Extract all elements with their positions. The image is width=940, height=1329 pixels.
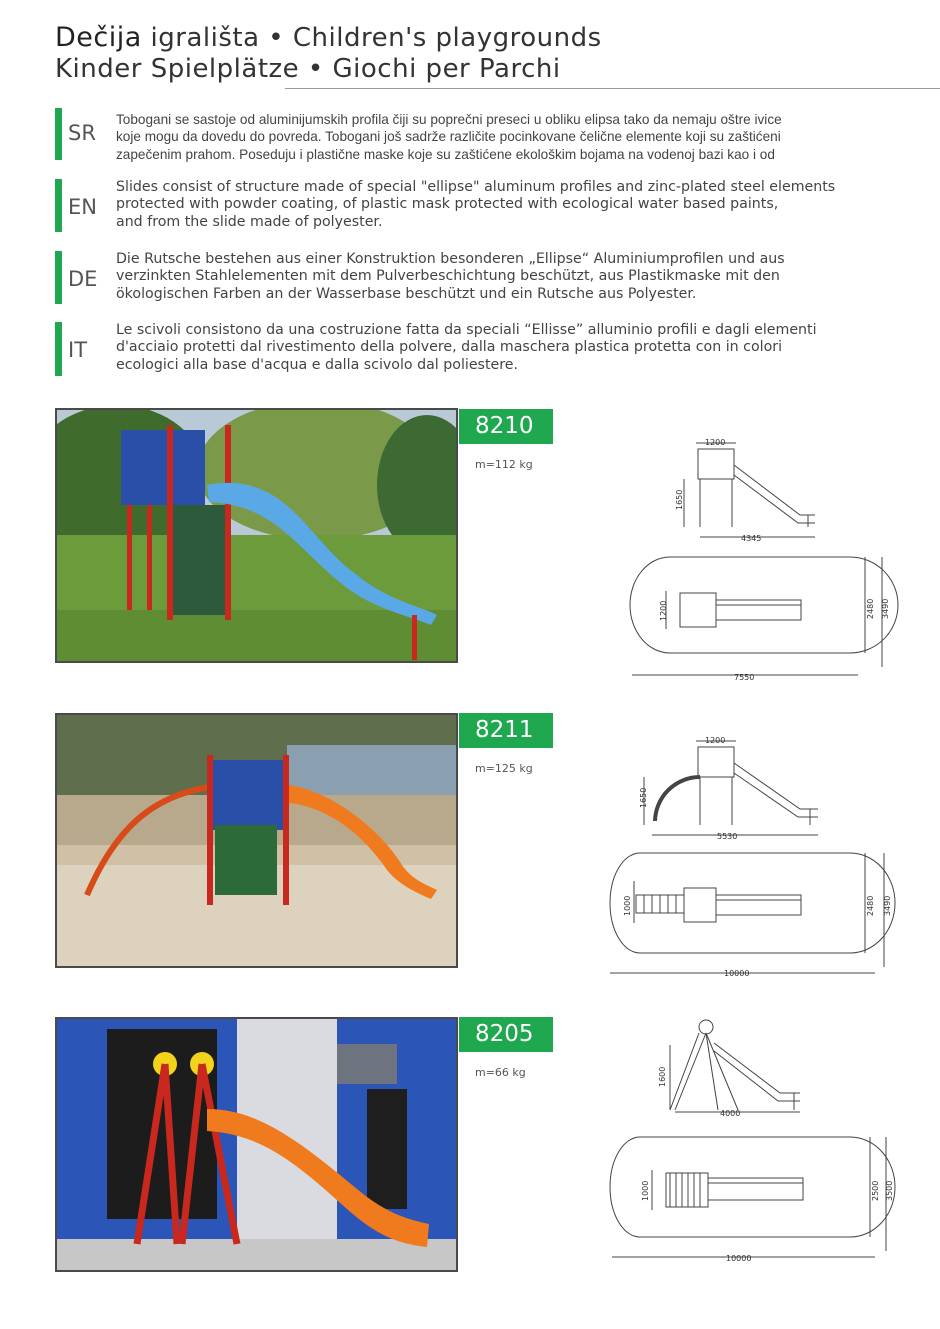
accent-bar (55, 108, 62, 160)
text-line: d'acciaio protetti dal rivestimento della polvere, dalla maschera plastica protetta con in colori (116, 339, 783, 356)
accent-bar (55, 251, 62, 304)
dim-length: 4000 (720, 1109, 741, 1118)
product-mass-8211: m=125 kg (475, 762, 533, 775)
text-line: verzinkten Stahlelementen mit dem Pulverbeschichtung beschützt, aus Plastikmaske mit den (116, 268, 780, 285)
dim-area-outer: 3490 (883, 895, 892, 916)
description-text (116, 251, 916, 303)
dim-height: 1650 (675, 489, 684, 510)
lang-code: SR (68, 121, 96, 145)
text-line: koje mogu da dovedu do povreda. Tobogani još sadrže različite pocinkovane čelične elemente koji su zaštićeni (116, 129, 781, 145)
dim-width: 1200 (705, 736, 726, 745)
dim-area-outer: 3490 (881, 598, 890, 619)
dim-area-outer: 3500 (885, 1180, 894, 1201)
text-line: and from the slide made of polyester. (116, 213, 383, 230)
product-code-8211: 8211 (459, 713, 553, 748)
dim-area-inner: 2480 (866, 895, 875, 916)
text-line: protected with powder coating, of plastic mask protected with ecological water based paints, (116, 196, 779, 213)
product-mass-8210: m=112 kg (475, 458, 533, 471)
dim-area-length: 10000 (726, 1254, 752, 1263)
text-line: Tobogani se sastoje od aluminijumskih profila čiji su poprečni preseci u obliku elipsa tako da nemaju oštre ivice (116, 112, 782, 127)
text-line: zapečenim prahom. Poseduju i plastične maske koje su zaštićene ekološkim bojama na vodenoj bazi kao i od (116, 146, 775, 162)
description-text (116, 322, 916, 374)
title-line2: Kinder Spielplätze • Giochi per Parchi (55, 54, 561, 84)
title-bold: Dečija (55, 22, 142, 53)
dim-area-length: 10000 (724, 969, 750, 978)
dim-height: 1600 (658, 1066, 667, 1087)
dim-area-width: 1200 (659, 600, 668, 621)
description-text (116, 179, 916, 231)
dim-area-width: 1000 (623, 895, 632, 916)
product-mass-8205: m=66 kg (475, 1066, 526, 1079)
lang-code: DE (68, 267, 98, 291)
lang-code: IT (68, 338, 88, 362)
product-code-8210: 8210 (459, 409, 553, 444)
technical-drawing-8210 (620, 435, 920, 685)
dim-length: 4345 (741, 534, 762, 543)
title-line1: igrališta • Children's playgrounds (141, 23, 602, 53)
header-rule (285, 88, 940, 89)
text-line: ecologici alla base d'acqua e dalla scivolo dal poliestere. (116, 356, 519, 373)
dim-area-width: 1000 (641, 1180, 650, 1201)
dim-height: 1650 (639, 787, 648, 808)
dim-area-length: 7550 (734, 673, 755, 682)
dim-area-inner: 2500 (871, 1180, 880, 1201)
product-photo-8210 (55, 408, 458, 663)
accent-bar (55, 179, 62, 232)
dim-length: 5530 (717, 832, 738, 841)
text-line: ökologischen Farben an der Wasserbase beschützt und ein Rutsche aus Polyester. (116, 285, 697, 302)
text-line: Le scivoli consistono da una costruzione fatta da speciali “Ellisse” alluminio profili e dagli elementi (116, 322, 817, 338)
text-line: Slides consist of structure made of special "ellipse" aluminum profiles and zinc-plated steel elements (116, 179, 836, 195)
product-photo-8211 (55, 713, 458, 968)
dim-area-inner: 2480 (866, 598, 875, 619)
product-photo-8205 (55, 1017, 458, 1272)
technical-drawing-8211 (600, 733, 920, 983)
accent-bar (55, 322, 62, 376)
technical-drawing-8205 (600, 1015, 920, 1270)
description-text (116, 111, 916, 163)
lang-code: EN (68, 195, 97, 219)
product-code-8205: 8205 (459, 1017, 553, 1052)
dim-width: 1200 (705, 438, 726, 447)
text-line: Die Rutsche bestehen aus einer Konstruktion besonderen „Ellipse“ Aluminiumprofilen und aus (116, 251, 785, 267)
page-title (55, 22, 602, 85)
